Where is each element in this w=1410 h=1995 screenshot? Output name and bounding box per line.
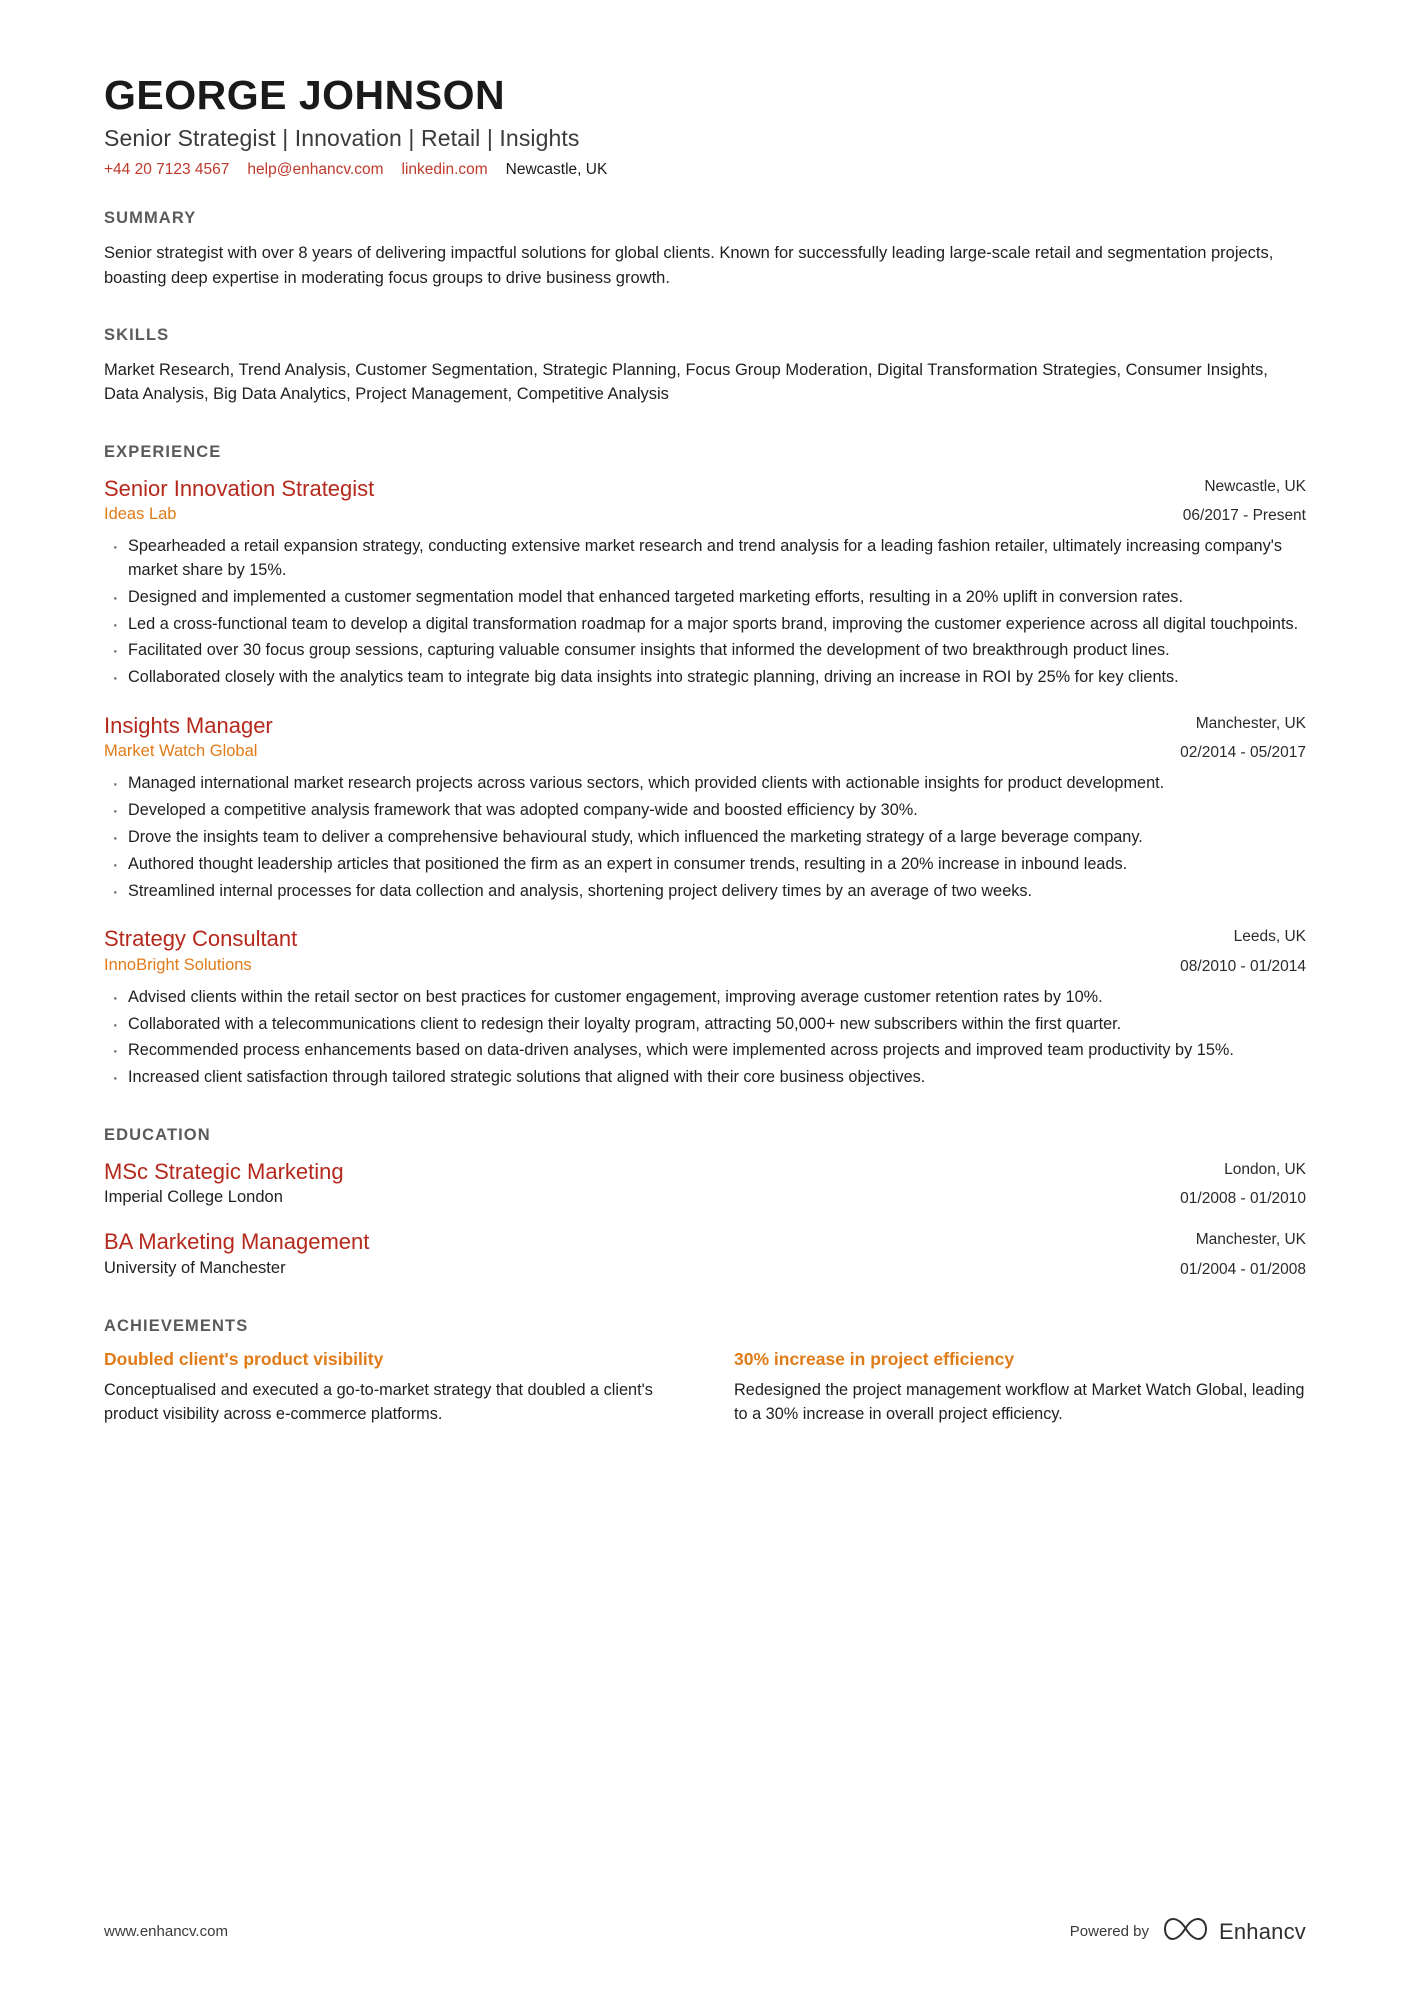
experience-dates: 06/2017 - Present xyxy=(1182,507,1306,525)
experience-location: Manchester, UK xyxy=(1195,714,1306,732)
section-title-skills: SKILLS xyxy=(104,325,170,344)
experience-title: Insights Manager xyxy=(104,712,273,738)
achievement-title: Doubled client's product visibility xyxy=(104,1348,384,1369)
enhancv-logo-icon xyxy=(1163,1916,1209,1947)
education-location: London, UK xyxy=(1224,1160,1306,1178)
list-item: · Authored thought leadership articles that positioned the firm as an expert in consumer trends, resulting in a 20% increase in inbound leads. xyxy=(104,853,1306,877)
section-title-summary: SUMMARY xyxy=(104,209,197,228)
experience-company: Market Watch Global xyxy=(104,742,258,761)
list-item: · Collaborated with a telecommunications client to redesign their loyalty program, attracting 50,000+ new subscribers within the first quarter. xyxy=(104,1013,1306,1037)
experience-entry xyxy=(104,925,1306,1090)
brand-name: Enhancv xyxy=(1218,1918,1306,1944)
education-school: University of Manchester xyxy=(104,1258,286,1277)
education-degree: BA Marketing Management xyxy=(104,1229,370,1255)
experience-bullets xyxy=(104,535,1306,690)
list-item: · Spearheaded a retail expansion strategy, conducting extensive market research and trend analysis for a leading fashion retailer, ultimately increasing company's market share by 15%. xyxy=(104,535,1306,583)
contact-linkedin[interactable]: linkedin.com xyxy=(401,161,488,179)
section-skills xyxy=(104,326,1306,407)
experience-dates: 08/2010 - 01/2014 xyxy=(1180,957,1306,975)
section-title-education: EDUCATION xyxy=(104,1125,211,1144)
list-item: · Drove the insights team to deliver a comprehensive behavioural study, which influenced the marketing strategy of a large beverage company. xyxy=(104,826,1306,850)
page-footer xyxy=(104,1916,1306,1947)
education-dates: 01/2004 - 01/2008 xyxy=(1180,1260,1306,1278)
list-item: · Streamlined internal processes for data collection and analysis, shortening project delivery times by an average of two weeks. xyxy=(104,880,1306,904)
contact-row xyxy=(104,161,1306,179)
experience-location: Newcastle, UK xyxy=(1204,477,1306,495)
achievement-card xyxy=(104,1349,676,1426)
education-degree: MSc Strategic Marketing xyxy=(104,1158,344,1184)
experience-title: Senior Innovation Strategist xyxy=(104,475,375,501)
list-item: · Collaborated closely with the analytics team to integrate big data insights into strategic planning, driving an increase in ROI by 25% for key clients. xyxy=(104,666,1306,690)
contact-location: Newcastle, UK xyxy=(505,161,608,179)
list-item: · Led a cross-functional team to develop a digital transformation roadmap for a major sports brand, improving the customer experience across all digital touchpoints. xyxy=(104,613,1306,637)
contact-phone: +44 20 7123 4567 xyxy=(104,161,230,179)
list-item: · Managed international market research projects across various sectors, which provided clients with actionable insights for product development. xyxy=(104,772,1306,796)
experience-location: Leeds, UK xyxy=(1233,928,1306,946)
experience-bullets xyxy=(104,772,1306,903)
candidate-name: GEORGE JOHNSON xyxy=(104,72,506,118)
education-entry xyxy=(104,1228,1306,1281)
skills-text: Market Research, Trend Analysis, Customer Segmentation, Strategic Planning, Focus Group Moderation, Digital Transformation Strategies, Consumer Insights, Data Analysis, Big Data Analytics, Project Management, Competitive Analysis xyxy=(104,360,1268,404)
list-item: · Developed a competitive analysis framework that was adopted company-wide and boosted efficiency by 30%. xyxy=(104,799,1306,823)
powered-by-label: Powered by xyxy=(1069,1923,1149,1940)
resume-header xyxy=(104,72,1306,179)
experience-bullets xyxy=(104,986,1306,1090)
experience-title: Strategy Consultant xyxy=(104,926,298,952)
section-education xyxy=(104,1126,1306,1281)
experience-company: InnoBright Solutions xyxy=(104,955,252,974)
summary-text: Senior strategist with over 8 years of delivering impactful solutions for global clients. Known for successfully leading large-scale retail and segmentation projects, boasting deep expertise in moderating focus groups to drive business growth. xyxy=(104,244,1274,287)
achievement-description: Conceptualised and executed a go-to-market strategy that doubled a client's product visibility across e-commerce platforms. xyxy=(104,1380,653,1423)
footer-url[interactable]: www.enhancv.com xyxy=(104,1923,228,1940)
list-item: · Designed and implemented a customer segmentation model that enhanced targeted marketing efforts, resulting in a 20% uplift in conversion rates. xyxy=(104,586,1306,610)
education-location: Manchester, UK xyxy=(1195,1231,1306,1249)
list-item: · Recommended process enhancements based on data-driven analyses, which were implemented across projects and improved team productivity by 15%. xyxy=(104,1039,1306,1063)
experience-entry xyxy=(104,475,1306,690)
contact-email[interactable]: help@enhancv.com xyxy=(247,161,384,179)
section-summary xyxy=(104,209,1306,290)
achievement-title: 30% increase in project efficiency xyxy=(734,1348,1015,1369)
experience-dates: 02/2014 - 05/2017 xyxy=(1180,744,1306,762)
list-item: · Advised clients within the retail sector on best practices for customer engagement, improving average customer retention rates by 10%. xyxy=(104,986,1306,1010)
experience-entry xyxy=(104,712,1306,903)
section-achievements xyxy=(104,1317,1306,1426)
achievement-card xyxy=(734,1349,1306,1426)
education-entry xyxy=(104,1158,1306,1211)
brand-lockup xyxy=(1163,1916,1306,1947)
experience-company: Ideas Lab xyxy=(104,505,177,524)
section-title-experience: EXPERIENCE xyxy=(104,442,222,461)
education-school: Imperial College London xyxy=(104,1188,283,1207)
education-dates: 01/2008 - 01/2010 xyxy=(1180,1190,1306,1208)
list-item: · Facilitated over 30 focus group sessions, capturing valuable consumer insights that informed the development of two breakthrough product lines. xyxy=(104,639,1306,663)
achievement-description: Redesigned the project management workflow at Market Watch Global, leading to a 30% increase in overall project efficiency. xyxy=(734,1380,1305,1423)
section-title-achievements: ACHIEVEMENTS xyxy=(104,1316,249,1335)
candidate-headline: Senior Strategist | Innovation | Retail | Insights xyxy=(104,125,580,152)
section-experience xyxy=(104,443,1306,1090)
list-item: · Increased client satisfaction through tailored strategic solutions that aligned with their core business objectives. xyxy=(104,1066,1306,1090)
